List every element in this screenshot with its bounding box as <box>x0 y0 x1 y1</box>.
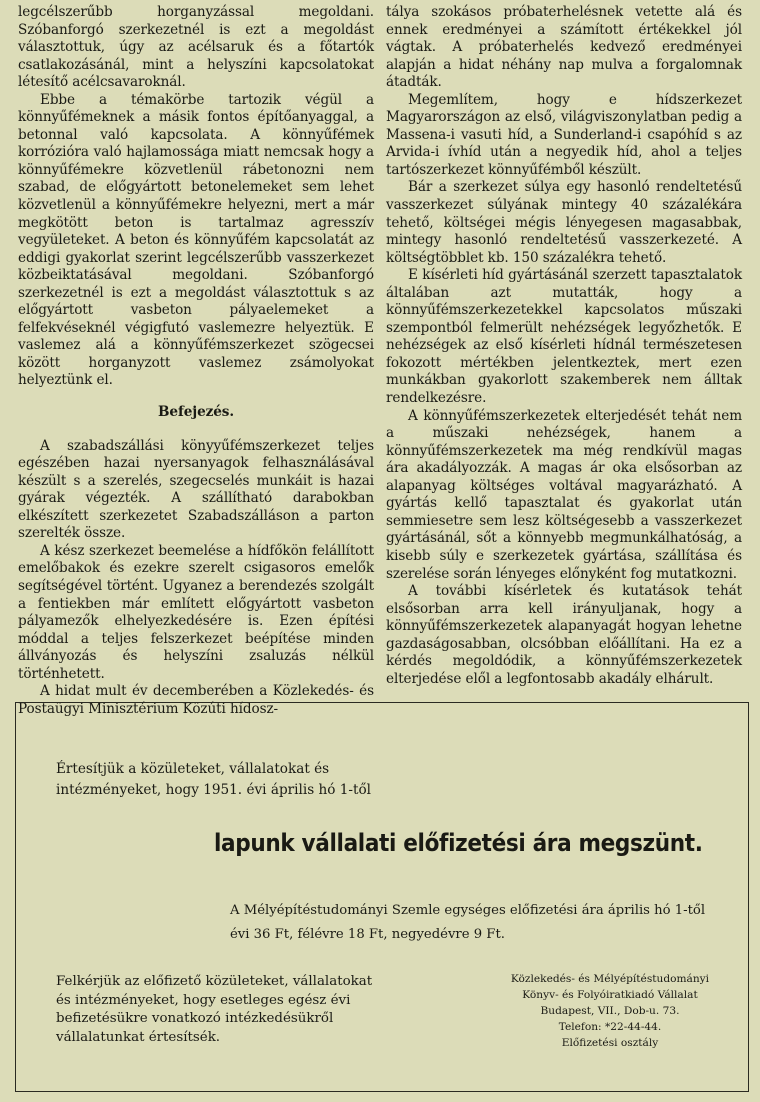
publisher-signature <box>490 971 730 1051</box>
signature-line: Könyv- és Folyóiratkiadó Vállalat <box>522 989 698 1001</box>
paragraph: A további kísérletek és kutatások tehát elsősorban arra kell irányuljanak, hogy a könnyűfémszerkezetek alapanyagát hogyan lehetne gazdaságosabban, olcsóbban előállítani. Ha ez a kérdés megoldódik, a könnyűfémszerkezetek elterjedése elől a legfontosabb akadály elhárult. <box>386 583 742 687</box>
subscription-notice-box <box>15 702 749 1092</box>
notice-intro: Értesítjük a közületeket, vállalatokat és intézményeket, hogy 1951. évi április hó 1-től <box>56 761 371 798</box>
paragraph: tálya szokásos próbaterhelésnek vetette alá és ennek eredményei a számított értékekkel jól vágtak. A próbaterhelés kedvező eredményei alapján a hidat néhány nap mulva a forgalomnak átadták. <box>386 4 742 91</box>
paragraph: E kísérleti híd gyártásánál szerzett tapasztalatok általában azt mutatták, hogy a könnyűfémszerkezetekkel kapcsolatos műszaki szempontból felmerült nehézségek legyőzhetők. E nehézségek az első kísérleti hídnál természetesen fokozott mértékben jelentkeztek, mert ezen munkákban gyakorlott szakemberek nem álltak rendelkezésre. <box>386 267 742 407</box>
notice-price-info <box>230 899 730 947</box>
section-title: Befejezés. <box>158 404 234 421</box>
paragraph: legcélszerűbb horganyzással megoldani. Szóbanforgó szerkezetnél is ezt a megoldást választottuk, úgy az acélsaruk és a főtartók csatlakozásánál, mint a helyszíni kapcsolatokat létesítő acélcsavaroknál. <box>18 4 374 91</box>
price-line: A Mélyépítéstudományi Szemle egységes előfizetési ára április hó 1-től <box>230 903 706 918</box>
signature-line: Telefon: *22-44-44. <box>558 1021 662 1033</box>
signature-line: Budapest, VII., Dob-u. 73. <box>540 1005 680 1017</box>
paragraph: Bár a szerkezet súlya egy hasonló rendeltetésű vasszerkezet súlyának mintegy 40 százalékára tehető, költségei mégis lényegesen magasabbak, mintegy hasonló rendeltetésű vasszerkezeté. A költségtöbblet kb. 150 százalékra tehető. <box>386 179 742 266</box>
right-text-column <box>386 4 742 688</box>
notice-headline: lapunk vállalati előfizetési ára megszünt. <box>214 829 703 857</box>
paragraph: A könnyűfémszerkezetek elterjedését tehát nem a műszaki nehézségek, hanem a könnyűfémszerkezetek ma még rendkívül magas ára akadályozzák. A magas ár oka elsősorban az alapanyag költséges voltával magyarázható. A gyártás kellő tapasztalat és gyakorlat után semmiesetre sem lesz költségesebb a vasszerkezet gyártásánál, sőt a könnyebb megmunkálhatóság, a kisebb súly e szerkezetek gyártása, szállítása és szerelése során lényeges előnyként fog mutatkozni. <box>386 407 742 582</box>
notice-request: Felkérjük az előfizető közületeket, vállalatokat és intézményeket, hogy esetleges egész évi befizetésükre vonatkozó intézkedésükről vállalatunkat értesítsék. <box>56 974 373 1045</box>
price-line: évi 36 Ft, félévre 18 Ft, negyedévre 9 Ft. <box>230 927 505 942</box>
signature-line: Előfizetési osztály <box>561 1037 659 1049</box>
signature-line: Közlekedés- és Mélyépítéstudományi <box>510 973 710 985</box>
left-text-column <box>18 4 374 718</box>
paragraph: A hidat mult év decemberében a Közlekedés- és Postaügyi Minisztérium Közúti hídosz- <box>18 683 374 717</box>
paragraph: A kész szerkezet beemelése a hídfőkön felállított emelőbakok és ezekre szerelt csigasoros emelők segítségével történt. Ugyanez a berendezés szolgált a fentiekben már említett előgyártott vasbeton pályamezők elhelyezkedésére is. Ezen építési móddal a teljes felszerkezet beépítése minden állványozás és helyszíni zsaluzás nélkül történhetett. <box>18 542 374 682</box>
paragraph: Ebbe a témakörbe tartozik végül a könnyűfémeknek a másik fontos építőanyaggal, a betonnal való kapcsolata. A könnyűfémek korrózióra való hajlamossága miatt nemcsak hogy a könnyűfémekre közvetlenül rábetonozni nem szabad, de előgyártott betonelemeket sem lehet közvetlenül a könnyűfémekre helyezni, mert a már megkötött beton is tartalmaz agresszív vegyületeket. A beton és könnyűfém kapcsolatát az eddigi gyakorlat szerint legcélszerűbb vasszerkezet közbeiktatásával megoldani. Szóbanforgó szerkezetnél is ezt a megoldást választottuk s az előgyártott vasbeton pályaelemeket a felfekvéseknél végigfutó vaslemezre helyeztük. E vaslemez alá a könnyűfémszerkezet szögecsei között horganyzott vaslemez zsámolyokat helyeztünk el. <box>18 91 374 389</box>
paragraph: Megemlítem, hogy e hídszerkezet Magyarországon az első, világviszonylatban pedig a Massena-i vasuti híd, a Sunderland-i csapóhíd s az Arvida-i ívhíd után a negyedik híd, ahol a teljes tartószerkezet könnyűfémből készült. <box>386 91 742 178</box>
paragraph: A szabadszállási könyyűfémszerkezet teljes egészében hazai nyersanyagok felhasználásával készült s a szerelés, szegecselés munkáit is hazai gyárak végezték. A szállítható darabokban elkészített szerkezetet Szabadszálláson a parton szerelték össze. <box>18 437 374 542</box>
